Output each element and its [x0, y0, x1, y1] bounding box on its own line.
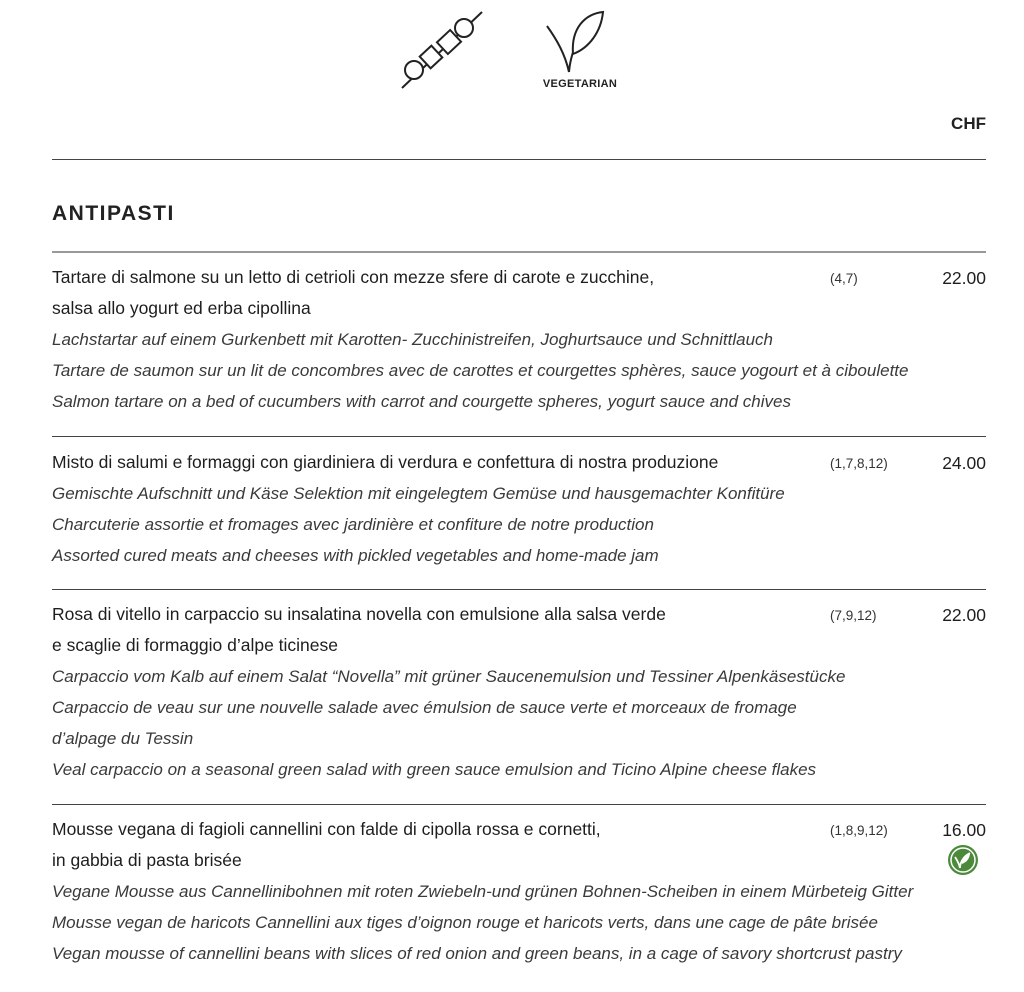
dish-translation-en: Vegan mousse of cannellini beans with slices of red onion and green beans, in a cage of savory shortcrust pastry	[52, 944, 902, 963]
section-title: ANTIPASTI	[52, 202, 175, 225]
header-divider	[52, 159, 986, 160]
allergen-codes: (4,7)	[830, 271, 858, 286]
item-divider	[52, 804, 986, 805]
dish-translation-de: Vegane Mousse aus Cannellinibohnen mit roten Zwiebeln-und grünen Bohnen-Scheiben in einem Mürbeteig Gitter	[52, 882, 914, 901]
item-divider	[52, 589, 986, 590]
dish-translation-fr: Carpaccio de veau sur une nouvelle salade avec émulsion de sauce verte et morceaux de fromage	[52, 698, 797, 717]
dish-translation-en: Veal carpaccio on a seasonal green salad with green sauce emulsion and Ticino Alpine cheese flakes	[52, 760, 817, 779]
dish-name-line: salsa allo yogurt ed erba cipollina	[52, 298, 311, 318]
allergen-codes: (7,9,12)	[830, 608, 877, 623]
dish-translation-fr-cont: d’alpage du Tessin	[52, 729, 194, 748]
allergen-codes: (1,8,9,12)	[830, 823, 888, 838]
currency-label: CHF	[951, 114, 986, 133]
dish-name-line: Rosa di vitello in carpaccio su insalatina novella con emulsione alla salsa verde	[52, 604, 666, 624]
dish-name-line: in gabbia di pasta brisée	[52, 850, 242, 870]
dish-translation-en: Salmon tartare on a bed of cucumbers with carrot and courgette spheres, yogurt sauce and chives	[52, 392, 791, 411]
section-divider	[52, 251, 986, 253]
dish-translation-en: Assorted cured meats and cheeses with pickled vegetables and home-made jam	[52, 546, 659, 565]
dish-name-line: Mousse vegana di fagioli cannellini con falde di cipolla rossa e cornetti,	[52, 819, 601, 839]
dish-price: 22.00	[942, 605, 986, 625]
dish-name-line: e scaglie di formaggio d’alpe ticinese	[52, 635, 338, 655]
item-divider	[52, 436, 986, 437]
dish-translation-de: Carpaccio vom Kalb auf einem Salat “Novella” mit grüner Saucenemulsion und Tessiner Alpenkäsestücke	[52, 667, 846, 686]
leaf-icon	[543, 8, 607, 74]
dish-translation-fr: Mousse vegan de haricots Cannellini aux tiges d’oignon rouge et haricots verts, dans une cage de pâte brisée	[52, 913, 878, 932]
dish-name-line: Tartare di salmone su un letto di cetrioli con mezze sfere di carote e zucchine,	[52, 267, 655, 287]
vegetarian-label: VEGETARIAN	[542, 78, 618, 90]
allergen-codes: (1,7,8,12)	[830, 456, 888, 471]
dish-price: 16.00	[942, 820, 986, 840]
vegetarian-badge-icon	[947, 844, 979, 876]
dish-name-line: Misto di salumi e formaggi con giardiniera di verdura e confettura di nostra produzione	[52, 452, 719, 472]
dish-translation-de: Gemischte Aufschnitt und Käse Selektion mit eingelegtem Gemüse und hausgemachter Konfitüre	[52, 484, 785, 503]
dish-price: 24.00	[942, 453, 986, 473]
dish-translation-fr: Charcuterie assortie et fromages avec jardinière et confiture de notre production	[52, 515, 654, 534]
dish-translation-de: Lachstartar auf einem Gurkenbett mit Karotten- Zucchinistreifen, Joghurtsauce und Schnittlauch	[52, 330, 773, 349]
menu-item	[52, 599, 992, 785]
dish-translation-fr: Tartare de saumon sur un lit de concombres avec de carottes et courgettes sphères, sauce yogourt et à ciboulette	[52, 361, 909, 380]
dish-price: 22.00	[942, 268, 986, 288]
skewer-icon	[396, 6, 486, 92]
